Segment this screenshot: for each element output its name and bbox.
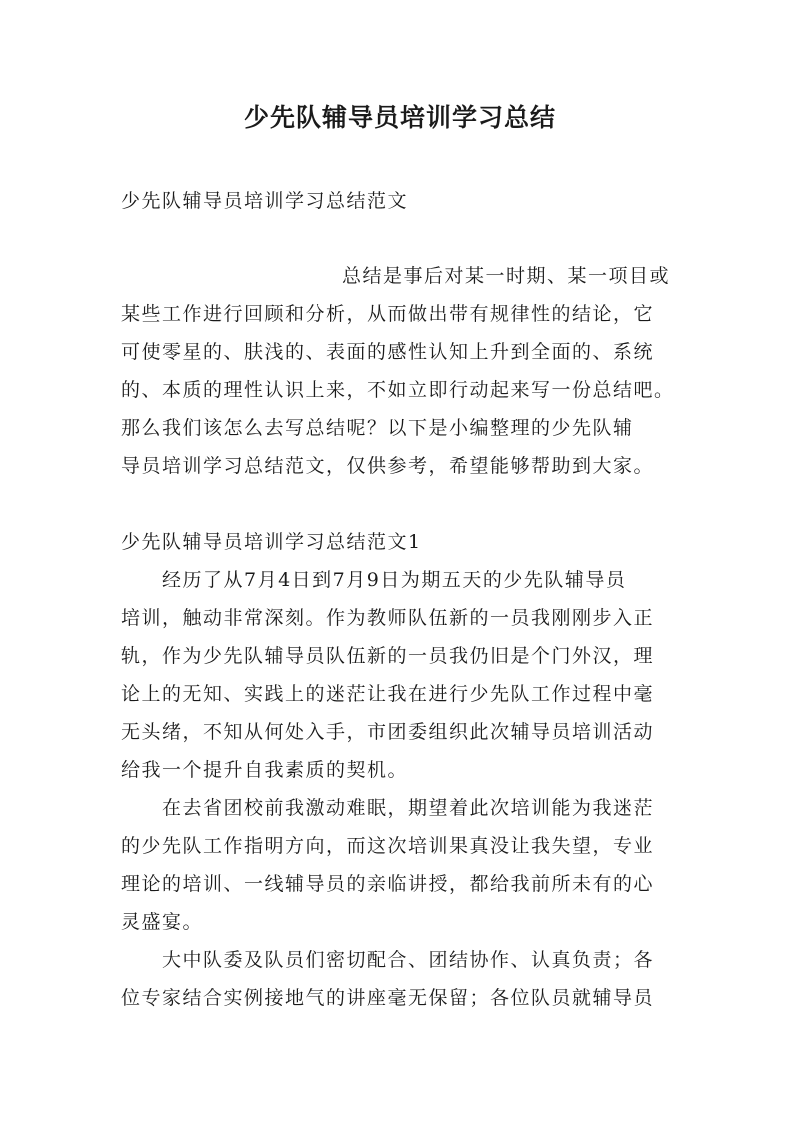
paragraph-line: 的少先队工作指明方向，而这次培训果真没让我失望，专业 [121,835,655,857]
paragraph-line: 位专家结合实例接地气的讲座毫无保留；各位队员就辅导员 [121,987,655,1009]
paragraph-line: 经历了从7月4日到7月9日为期五天的少先队辅导员 [162,569,627,591]
intro-line: 导员培训学习总结范文，仅供参考，希望能够帮助到大家。 [121,455,655,477]
paragraph-line: 无头绪，不知从何处入手，市团委组织此次辅导员培训活动 [121,721,655,743]
paragraph-line: 轨，作为少先队辅导员队伍新的一员我仍旧是个门外汉，理 [121,645,655,667]
intro-line: 可使零星的、肤浅的、表面的感性认知上升到全面的、系统 [121,341,655,363]
intro-line: 某些工作进行回顾和分析，从而做出带有规律性的结论，它 [121,303,655,325]
paragraph-line: 给我一个提升自我素质的契机。 [121,759,409,781]
section-heading: 少先队辅导员培训学习总结范文1 [121,531,422,553]
paragraph-line: 理论的培训、一线辅导员的亲临讲授，都给我前所未有的心 [121,873,655,895]
paragraph-line: 在去省团校前我激动难眠，期望着此次培训能为我迷茫 [162,797,655,819]
paragraph-line: 论上的无知、实践上的迷茫让我在进行少先队工作过程中毫 [121,683,655,705]
paragraph-line: 大中队委及队员们密切配合、团结协作、认真负责；各 [162,949,655,971]
intro-line: 的、本质的理性认识上来，不如立即行动起来写一份总结吧。 [121,379,675,401]
document-title: 少先队辅导员培训学习总结 [243,103,556,132]
paragraph-line: 灵盛宴。 [121,911,204,933]
document-subtitle: 少先队辅导员培训学习总结范文 [121,190,409,212]
paragraph-line: 培训，触动非常深刻。作为教师队伍新的一员我刚刚步入正 [121,607,655,629]
intro-line: 总结是事后对某一时期、某一项目或 [342,265,671,287]
intro-line: 那么我们该怎么去写总结呢？以下是小编整理的少先队辅 [121,417,634,439]
